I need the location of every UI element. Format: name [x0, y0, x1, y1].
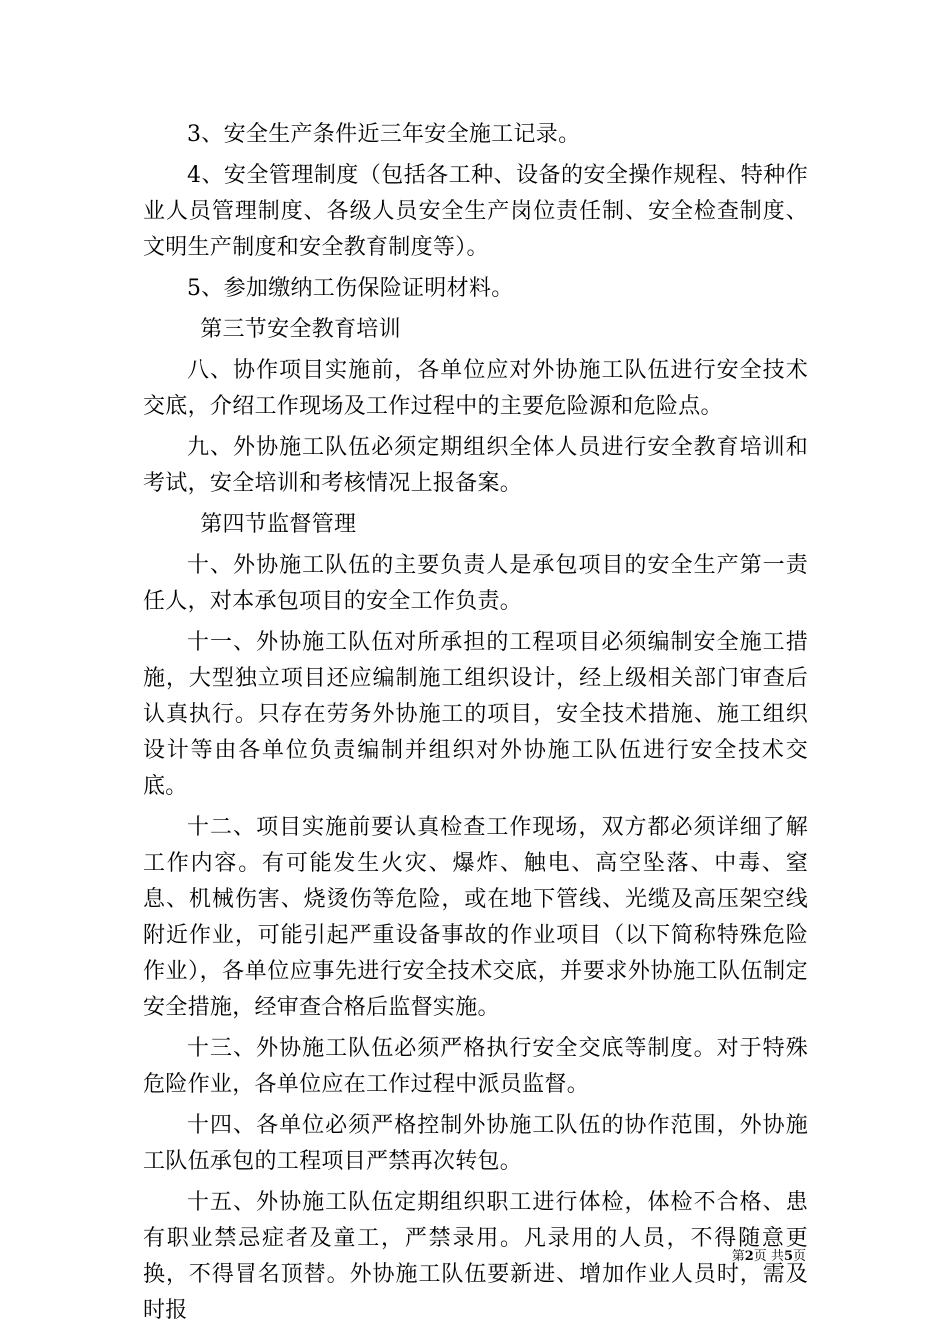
page-number-footer — [0, 1245, 806, 1264]
section-heading-3: 第三节安全教育培训 — [200, 317, 401, 342]
paragraph-clause-10: 十、外协施工队伍的主要负责人是承包项目的安全生产第一责任人，对本承包项目的安全工作负责。 — [143, 553, 808, 614]
footer-suffix: 页 — [792, 1249, 806, 1264]
footer-total-pages: 5 — [783, 1249, 793, 1264]
footer-prefix: 第 — [731, 1249, 745, 1264]
paragraph-clause-12: 十二、项目实施前要认真检查工作现场，双方都必须详细了解工作内容。有可能发生火灾、爆炸、触电、高空坠落、中毒、窒息、机械伤害、烧烫伤等危险，或在地下管线、光缆及高压架空线附近作业，可能引起严重设备事故的作业项目（以下简称特殊危险作业），各单位应事先进行安全技术交底，并要求外协施工队伍制定安全措施，经审查合格后监督实施。 — [143, 815, 808, 1020]
paragraph-clause-8: 八、协作项目实施前，各单位应对外协施工队伍进行安全技术交底，介绍工作现场及工作过程中的主要危险源和危险点。 — [143, 358, 808, 419]
section-heading-4: 第四节监督管理 — [200, 512, 357, 537]
paragraph-item-3: 3、安全生产条件近三年安全施工记录。 — [187, 122, 581, 147]
paragraph-clause-11: 十一、外协施工队伍对所承担的工程项目必须编制安全施工措施，大型独立项目还应编制施工组织设计，经上级相关部门审查后认真执行。只存在劳务外协施工的项目，安全技术措施、施工组织设计等由各单位负责编制并组织对外协施工队伍进行安全技术交底。 — [143, 630, 808, 799]
paragraph-clause-15: 十五、外协施工队伍定期组织职工进行体检，体检不合格、患有职业禁忌症者及童工，严禁录用。凡录用的人员，不得随意更换，不得冒名顶替。外协施工队伍要新进、增加作业人员时，需及时报 — [143, 1190, 808, 1323]
document-body — [143, 117, 808, 1334]
paragraph-item-4: 4、安全管理制度（包括各工种、设备的安全操作规程、特种作业人员管理制度、各级人员安全生产岗位责任制、安全检查制度、文明生产制度和安全教育制度等）。 — [143, 163, 808, 260]
paragraph-item-5: 5、参加缴纳工伤保险证明材料。 — [187, 276, 514, 301]
paragraph-clause-14: 十四、各单位必须严格控制外协施工队伍的协作范围，外协施工队伍承包的工程项目严禁再次转包。 — [143, 1113, 808, 1174]
paragraph-clause-9: 九、外协施工队伍必须定期组织全体人员进行安全教育培训和考试，安全培训和考核情况上报备案。 — [143, 435, 808, 496]
footer-current-page: 2 — [744, 1249, 754, 1264]
footer-middle: 页 共 — [753, 1249, 784, 1264]
paragraph-clause-13: 十三、外协施工队伍必须严格执行安全交底等制度。对于特殊危险作业，各单位应在工作过程中派员监督。 — [143, 1036, 808, 1097]
